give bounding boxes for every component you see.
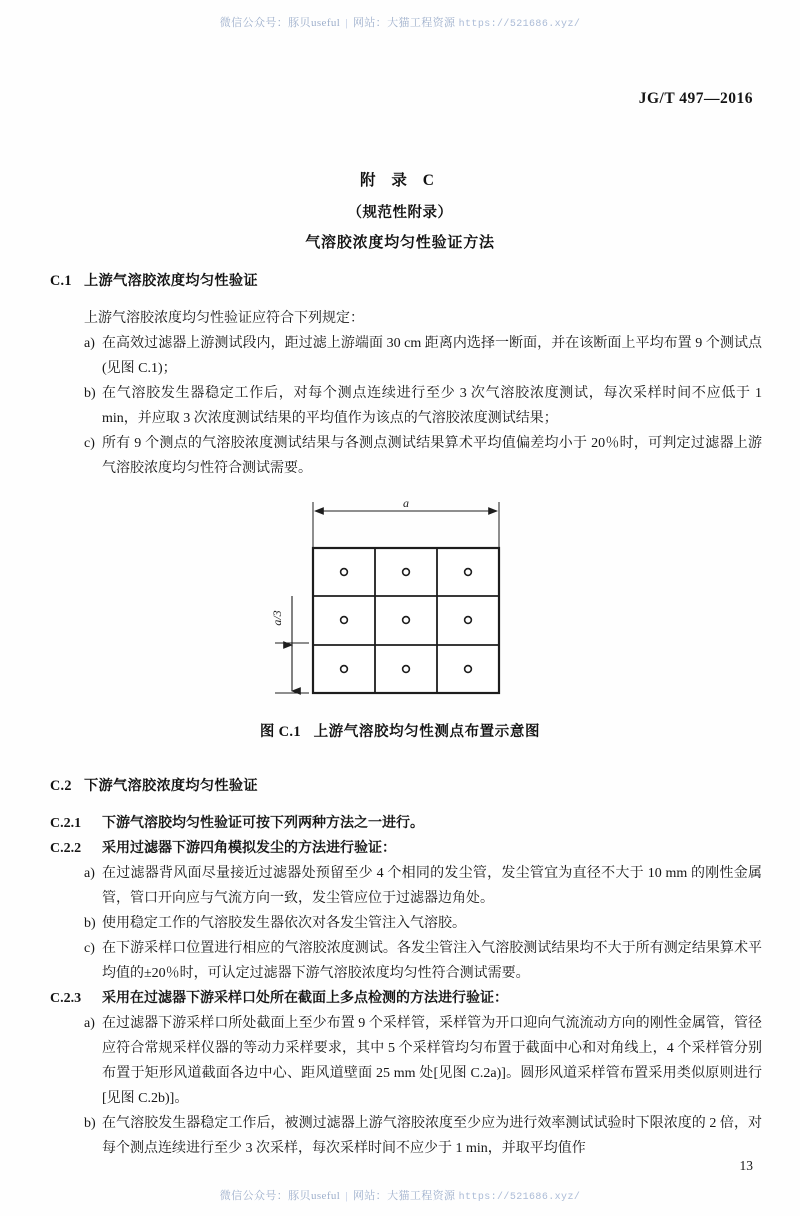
list-text: 在高效过滤器上游测试段内，距过滤上游端面 30 cm 距离内选择一断面，并在该断面上平均布置 9 个测试点(见图 C.1)； <box>102 336 762 376</box>
clause-text-c22: 采用过滤器下游四角模拟发尘的方法进行验证： <box>102 841 396 856</box>
list-marker: a) <box>84 1016 95 1031</box>
measurement-point <box>403 569 410 576</box>
clause-heading-c2 <box>50 775 762 795</box>
list-text: 在气溶胶发生器稳定工作后，对每个测点连续进行至少 3 次气溶胶浓度测试，每次采样时间不应低于 1 min，并应取 3 次浓度测试结果的平均值作为该点的气溶胶浓度测试结果； <box>102 386 762 426</box>
clause-text-c23: 采用在过滤器下游采样口处所在截面上多点检测的方法进行验证： <box>102 991 508 1006</box>
section-c1 <box>50 270 762 481</box>
watermark-prefix: 微信公众号： <box>219 17 289 29</box>
list-marker: a) <box>84 866 95 881</box>
measurement-point <box>403 617 410 624</box>
clause-title-c2: 下游气溶胶浓度均匀性验证 <box>84 778 258 794</box>
watermark-url: https://521686.xyz/ <box>458 1192 581 1203</box>
watermark-separator: | <box>345 17 348 29</box>
list-item <box>50 936 762 986</box>
clause-title-c1: 上游气溶胶浓度均匀性验证 <box>84 273 258 289</box>
clause-c23 <box>50 986 762 1011</box>
clause-number-c22: C.2.2 <box>50 841 82 856</box>
watermark-top <box>0 14 800 30</box>
measurement-point <box>465 569 472 576</box>
watermark-account: 豚贝useful <box>288 17 341 29</box>
list-item <box>50 861 762 911</box>
figure-caption <box>0 720 800 741</box>
measurement-point <box>341 666 348 673</box>
section-c2 <box>50 775 762 1161</box>
list-text: 在气溶胶发生器稳定工作后，被测过滤器上游气溶胶浓度至少应为进行效率测试试验时下限浓度的 2 倍，对每个测点连续进行至少 3 次采样，每次采样时间不应少于 1 min，并取平均值作 <box>102 1116 762 1156</box>
list-marker: c) <box>84 941 95 956</box>
watermark-account: 豚贝useful <box>288 1190 341 1202</box>
watermark-separator: | <box>345 1190 348 1202</box>
dim-label-a: a <box>403 498 409 510</box>
list-item <box>50 381 762 431</box>
list-text: 所有 9 个测点的气溶胶浓度测试结果与各测点测试结果算术平均值偏差均小于 20％时，可判定过滤器上游气溶胶浓度均匀性符合测试需要。 <box>102 436 762 476</box>
list-text: 使用稳定工作的气溶胶发生器依次对各发尘管注入气溶胶。 <box>102 916 466 931</box>
clause-heading-c1 <box>50 270 762 290</box>
annex-subtitle: （规范性附录） <box>347 205 453 221</box>
list-marker: c) <box>84 436 95 451</box>
watermark-site-name: 大猫工程资源 <box>387 1190 456 1202</box>
figure-caption-number: 图 C.1 <box>259 724 301 740</box>
clause-number-c2: C.2 <box>50 778 72 794</box>
list-item <box>50 911 762 936</box>
watermark-site-label: 网站： <box>352 1190 388 1202</box>
annex-title: 附 录 C <box>360 172 440 189</box>
clause-c22 <box>50 836 762 861</box>
watermark-site-name: 大猫工程资源 <box>387 17 456 29</box>
list-text: 在过滤器背风面尽量接近过滤器处预留至少 4 个相同的发尘管，发尘管宜为直径不大于 10 mm 的刚性金属管，管口开向应与气流方向一致，发尘管应位于过滤器边角处。 <box>102 866 762 906</box>
list-marker: b) <box>84 1116 96 1131</box>
clause-number-c21: C.2.1 <box>50 816 82 831</box>
dim-label-a-over-3: a/3 <box>270 610 284 626</box>
watermark-prefix: 微信公众号： <box>219 1190 289 1202</box>
measurement-point <box>465 617 472 624</box>
list-item <box>50 331 762 381</box>
c1-lead-paragraph: 上游气溶胶浓度均匀性验证应符合下列规定： <box>84 311 364 326</box>
measurement-point <box>465 666 472 673</box>
list-marker: b) <box>84 386 96 401</box>
list-item <box>50 1111 762 1161</box>
figure-c1-graphic <box>0 498 800 708</box>
watermark-site-label: 网站： <box>352 17 388 29</box>
annex-heading-block <box>0 168 800 252</box>
clause-text-c21: 下游气溶胶均匀性验证可按下列两种方法之一进行。 <box>102 816 424 831</box>
figure-caption-text: 上游气溶胶均匀性测点布置示意图 <box>313 724 541 740</box>
clause-number-c1: C.1 <box>50 273 72 289</box>
list-marker: a) <box>84 336 95 351</box>
figure-c1 <box>0 498 800 741</box>
measurement-point <box>341 617 348 624</box>
watermark-url: https://521686.xyz/ <box>458 19 581 30</box>
list-marker: b) <box>84 916 96 931</box>
list-text: 在下游采样口位置进行相应的气溶胶浓度测试。各发尘管注入气溶胶测试结果均不大于所有测定结果算术平均值的±20％时，可认定过滤器下游气溶胶浓度均匀性符合测试需要。 <box>102 941 762 981</box>
list-item <box>50 1011 762 1111</box>
list-item <box>50 431 762 481</box>
page-number: 13 <box>739 1158 753 1173</box>
watermark-bottom <box>0 1187 800 1203</box>
annex-name: 气溶胶浓度均匀性验证方法 <box>305 235 495 251</box>
grid-diagram-svg <box>235 498 565 703</box>
clause-number-c23: C.2.3 <box>50 991 82 1006</box>
list-text: 在过滤器下游采样口所处截面上至少布置 9 个采样管，采样管为开口迎向气流流动方向的刚性金属管，管径应符合常规采样仪器的等动力采样要求，其中 5 个采样管均匀布置于截面中心和对角线上，4 个采样管分别布置于矩形风道截面各边中心、距风道壁面 25 mm 处[见图 C.2a)]。圆形风道采样管布置采用类似原则进行[见图 C.2b)]。 <box>102 1016 762 1106</box>
measurement-point <box>403 666 410 673</box>
measurement-point <box>341 569 348 576</box>
clause-c21 <box>50 811 762 836</box>
running-head-standard-number: JG/T 497—2016 <box>638 90 753 107</box>
